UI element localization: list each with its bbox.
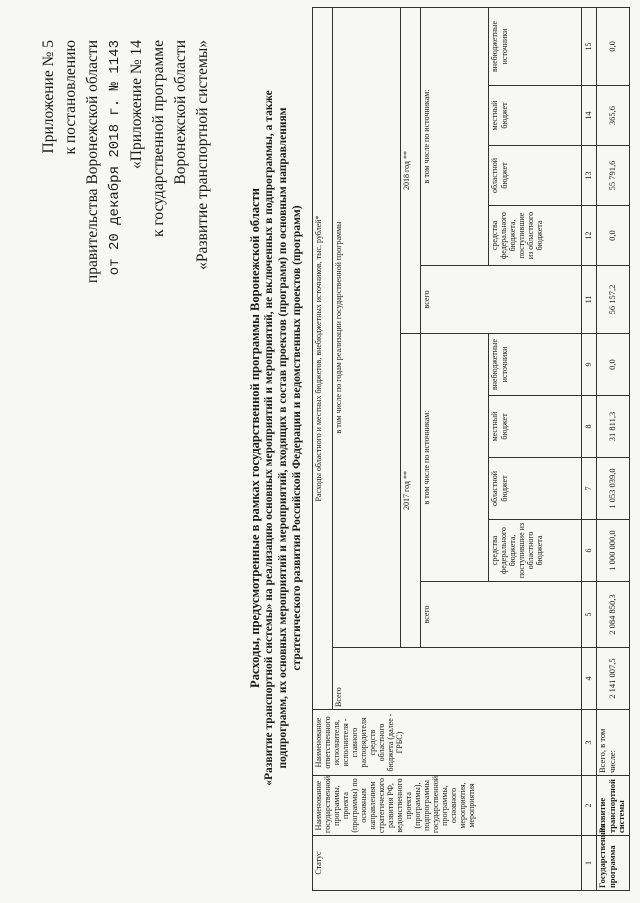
column-number: 3 (582, 710, 597, 776)
column-number: 6 (582, 520, 597, 582)
decree-date-number: от 20 декабря 2018 г. № 1143 (107, 40, 123, 276)
row-executor: Всего, в том числе: (597, 710, 630, 776)
header-expenses: Расходы областного и местных бюджетов, внебюджетных источников, тыс. рублей* (313, 7, 333, 709)
value-2017-federal: 1 000 000,0 (597, 520, 630, 582)
value-2018-federal: 0,0 (597, 206, 630, 266)
header-executor: Наименование ответственного исполнителя, исполнителя - главного распорядителя средств областного бюджета (далее - ГРБС) (313, 710, 582, 776)
row-status: Государственная программа (597, 836, 630, 891)
column-number: 9 (582, 334, 597, 396)
header-year-2017: 2017 год ** (401, 334, 421, 648)
column-number: 1 (582, 836, 597, 891)
header-regional-2018: областной бюджет (489, 146, 582, 206)
header-extra-2017: внебюджетные источники (489, 334, 582, 396)
region-name: Воронежской области (172, 40, 189, 185)
column-number: 14 (582, 86, 597, 146)
header-by-sources-2018: в том числе по источникам: (421, 7, 489, 265)
header-extra-2018: внебюджетные источники (489, 7, 582, 85)
column-number: 4 (582, 648, 597, 710)
title-line-4: стратегического развития Российской Федерации и ведомственных проектов (программ) (291, 205, 303, 671)
header-local-2017: местный бюджет (489, 396, 582, 458)
program-appendix: «Приложение № 14 (128, 40, 145, 169)
column-numbers-row (582, 7, 597, 890)
title-line-2: «Развитие транспортной системы» на реализацию основных мероприятий и мероприятий, не включенных в подпрограммы, а также (263, 90, 275, 786)
expenses-table (312, 7, 630, 891)
header-federal-2017: средства федерального бюджета, поступившие из областного бюджета (489, 520, 582, 582)
column-number: 5 (582, 582, 597, 648)
header-by-years: в том числе по годам реализации государственной программы (333, 7, 401, 647)
value-2017-local: 31 811,3 (597, 396, 630, 458)
value-2018-regional: 55 791,6 (597, 146, 630, 206)
document-title (248, 43, 304, 833)
government-name: правительства Воронежской области (84, 40, 101, 284)
column-number: 15 (582, 7, 597, 85)
value-2017-regional: 1 053 039,0 (597, 458, 630, 520)
column-number: 13 (582, 146, 597, 206)
column-number: 8 (582, 396, 597, 458)
header-local-2018: местный бюджет (489, 86, 582, 146)
header-name: Наименование государственной программы, проекта (программы) по основным направлениям стратегического развития РФ, ведомственного проекта (программы), подпрограммы государственной программы, основного мероприятия, мероприятия (313, 776, 582, 836)
column-number: 7 (582, 458, 597, 520)
row-name: Развитие транспортной системы (597, 776, 630, 836)
value-2017-all: 2 084 850,3 (597, 582, 630, 648)
value-2018-local: 365,6 (597, 86, 630, 146)
table-row (597, 7, 630, 890)
column-number: 12 (582, 206, 597, 266)
appendix-number: Приложение № 5 (40, 40, 57, 154)
header-federal-2018: средства федерального бюджета, поступившие из областного бюджета (489, 206, 582, 266)
value-2017-extra: 0,0 (597, 334, 630, 396)
header-status: Статус (313, 836, 582, 891)
title-line-1: Расходы, предусмотренные в рамках государственной программы Воронежской области (248, 188, 262, 688)
column-number: 11 (582, 266, 597, 334)
header-regional-2017: областной бюджет (489, 458, 582, 520)
approval-block (38, 40, 214, 380)
header-all-2017: всего (421, 582, 582, 648)
title-line-3: подпрограмм, их основных мероприятий и мероприятий, входящих в состав проектов (программ) по основным направлениям (277, 107, 289, 769)
value-2018-extra: 0,0 (597, 7, 630, 85)
value-2018-all: 56 157,2 (597, 266, 630, 334)
header-total: Всего (333, 648, 582, 710)
header-all-2018: всего (421, 266, 582, 334)
header-by-sources-2017: в том числе по источникам: (421, 334, 489, 582)
column-number: 2 (582, 776, 597, 836)
to-decree: к постановлению (62, 40, 79, 155)
program-name: «Развитие транспортной системы» (194, 40, 211, 270)
to-program: к государственной программе (150, 40, 167, 238)
header-year-2018: 2018 год ** (401, 7, 421, 333)
value-total: 2 141 007,5 (597, 648, 630, 710)
